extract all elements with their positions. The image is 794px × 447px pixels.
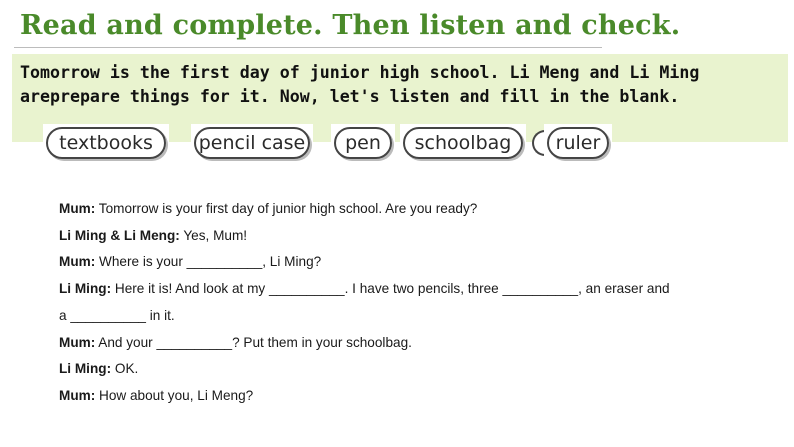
dialogue-text: Here it is! And look at my __________. I have two pencils, three __________, an eraser and xyxy=(111,281,670,297)
word-chip-ruler: ruler xyxy=(547,127,609,159)
dialogue-line xyxy=(59,196,759,223)
exercise-heading: Read and complete. Then listen and check. xyxy=(20,10,681,41)
speaker-name: Mum: xyxy=(59,254,96,270)
intro-text: Tomorrow is the first day of junior high school. Li Meng and Li Ming areprepare things for it. Now, let's listen and fill in the blank. xyxy=(20,63,700,106)
dialogue-text: Tomorrow is your first day of junior high school. Are you ready? xyxy=(95,201,478,216)
speaker-name: Mum: xyxy=(59,201,96,216)
dialogue-line xyxy=(59,356,759,383)
dialogue-text: Where is your __________, Li Ming? xyxy=(95,254,322,270)
dialogue-line xyxy=(59,223,759,250)
dialogue-line xyxy=(59,249,759,276)
speaker-name: Mum: xyxy=(59,334,96,350)
heading-divider xyxy=(14,47,602,48)
word-card-pencil-case xyxy=(191,124,313,162)
dialogue-line xyxy=(59,303,759,330)
speaker-name: Li Ming: xyxy=(59,281,112,297)
word-chip-pencil-case: pencil case xyxy=(194,127,310,159)
word-card-textbooks xyxy=(43,124,169,162)
dialogue-line xyxy=(59,276,759,303)
word-chip-pen: pen xyxy=(334,127,392,159)
dialogue-text: Yes, Mum! xyxy=(179,227,248,243)
word-chip-schoolbag: schoolbag xyxy=(403,127,523,159)
speaker-name: Li Ming & Li Meng: xyxy=(59,227,180,243)
dialogue-text: And your __________? Put them in your schoolbag. xyxy=(95,334,412,350)
word-card-pen xyxy=(331,124,395,162)
dialogue-text: OK. xyxy=(111,361,139,377)
word-card-ruler xyxy=(544,124,612,162)
dialogue-text: a __________ in it. xyxy=(59,307,175,323)
word-bank xyxy=(0,124,794,168)
speaker-name: Li Ming: xyxy=(59,361,112,377)
dialogue-text: How about you, Li Meng? xyxy=(95,387,254,403)
dialogue-line xyxy=(59,330,759,357)
speaker-name: Mum: xyxy=(59,387,96,403)
word-chip-textbooks: textbooks xyxy=(46,127,166,159)
dialogue-line xyxy=(59,383,759,410)
dialogue xyxy=(59,196,759,410)
word-card-schoolbag xyxy=(400,124,526,162)
